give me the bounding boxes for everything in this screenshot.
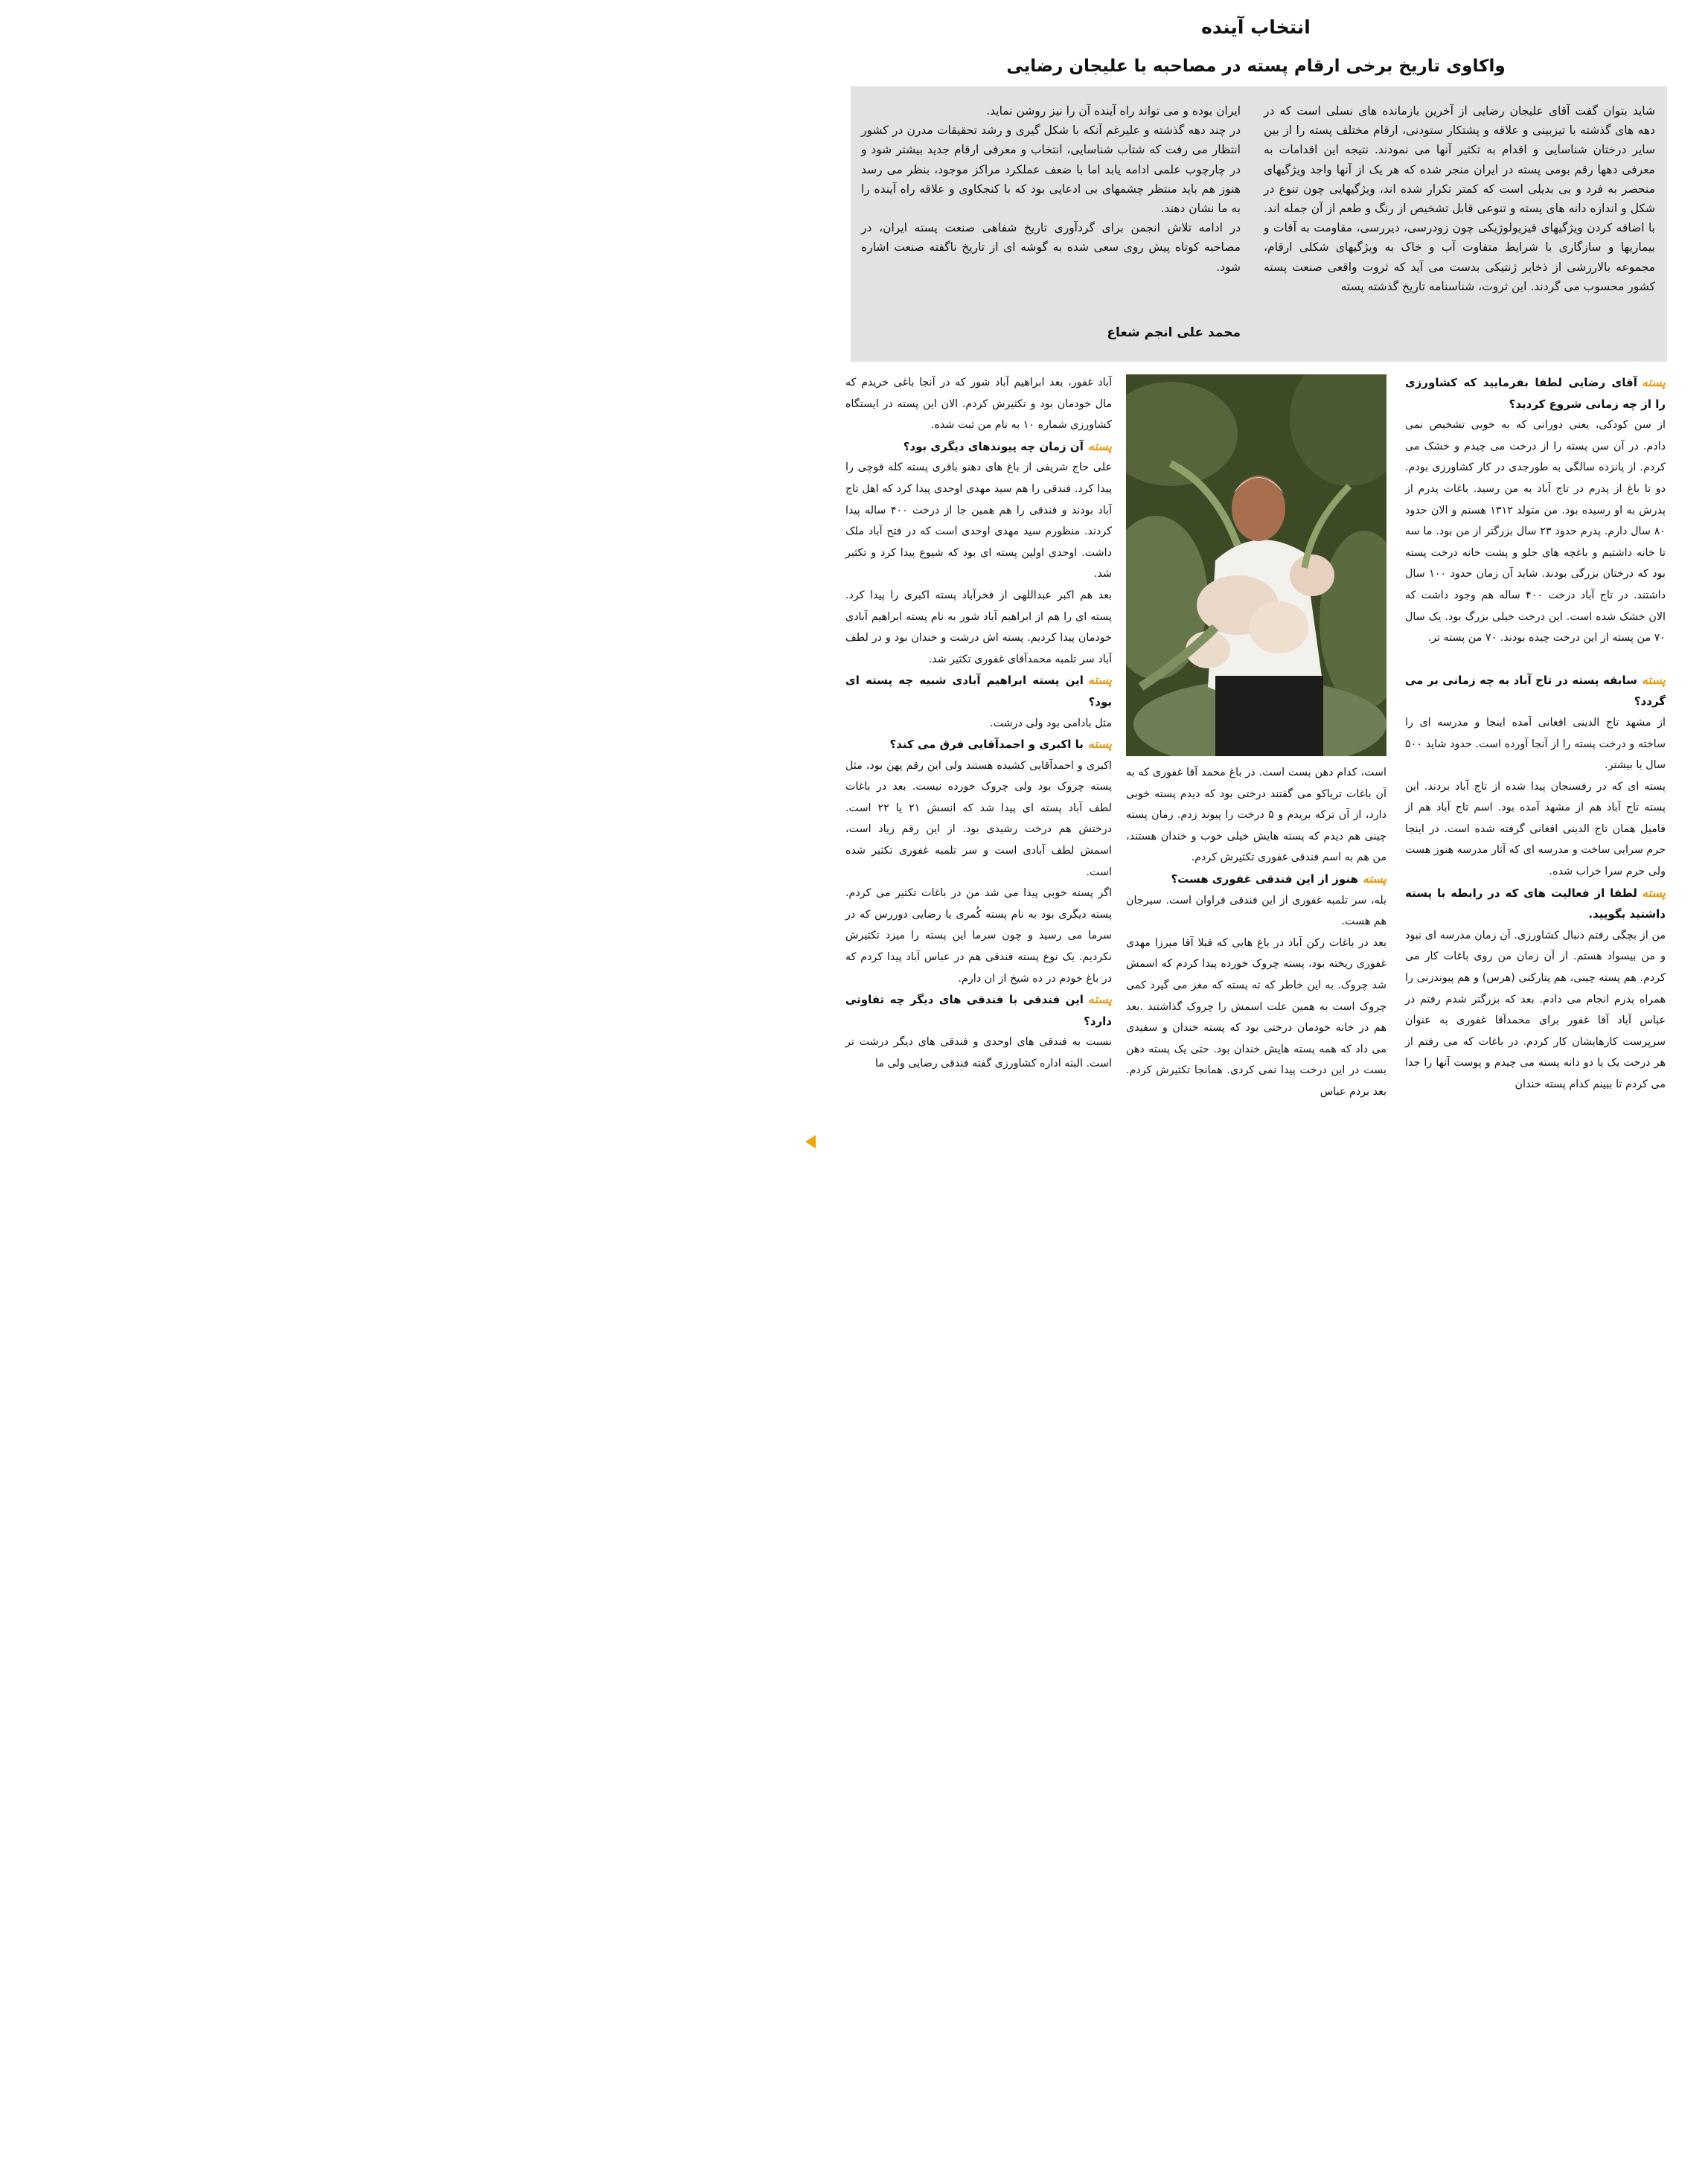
intro-paragraph: در ادامه تلاش انجمن برای گردآوری تاریخ شفاهی صنعت پسته ایران، در مصاحبه کوتاه پیش روی سعی شده به گوشه ای از تاریخ ناگفته صنعت اشاره شود. [861,221,1241,274]
intro-left-column [861,101,1241,277]
page-subtitle: واکاوی تاریخ برخی ارقام پسته در مصاحبه با علیجان رضایی [1006,57,1506,76]
question-heading [845,436,1112,458]
answer-paragraph: من از بچگی رفتم دنبال کشاورزی. آن زمان مدرسه ای نبود و من بیسواد هستم. از آن زمان من روی باغات کار می کردم. هم پسته چینی، هم پتارکنی (هرس) و هم پیوندزنی را همراه پدرم انجام می دادم. بعد که بزرگتر شدم رفتم در عباس آباد آقا غفور برای محمدآقا غفوری به عنوان سرپرست کارهایشان کار کردم. در باغات که می رفتم از هر درخت یک یا دو دانه پسته می چیدم و پوست آنها را جدا می کردم تا ببینم کدام پسته خندان [1405,929,1666,1090]
answer-paragraph: بعد در باغات رکن آباد در باغ هایی که قبلا آقا میرزا مهدی غفوری ریخته بود، پسته چروک خورده پیدا کردم که اسمش شد چروک. به این خاطر که ته پسته که مغز می گیرد کمی چروک است به همین علت اسمش را چروک گذاشتند .بعد هم در خانه خودمان درختی بود که پسته خندان و سفیدی می داد که همه پسته هایش خندان بود. حتی یک پسته دهن بست در این درخت پیدا نمی کردی. همانجا تکثیرش کردم. بعد بردم عباس [1126,936,1386,1098]
question-heading [845,734,1112,755]
answer-paragraph: از سن کودکی، یعنی دورانی که به خوبی تشخیص نمی دادم. در آن سن پسته را از درخت می چیدم و خشک می کردم. از پانزده سالگی به طورجدی در کار کشاورزی بودم. دو تا باغ از پدرم در تاج آباد به من رسید. باغات پدرم از پدرش به او رسیده بود. من متولد ۱۳۱۲ هستم و الان حدود ۸۰ سال دارم. پدرم حدود ۲۳ سال بزرگتر از من بود. ما سه تا خانه داشتیم و باغچه های جلو و پشت خانه درخت پسته بود که درختان بزرگی بودند. شاید آن زمان حدود ۱۰۰ سال داشتند. در تاج آباد درخت ۴۰۰ ساله هم وجود داشت که الان خشک شده است. این درخت خیلی بزرگ بود. یک سال ۷۰ من پسته از این درخت چیده بودند. ۷۰ من پسته تر. [1405,419,1666,645]
question-text: با اکبری و احمدآقایی فرق می کند؟ [889,738,1084,752]
pesteh-logo: پسته [1087,737,1112,752]
pesteh-logo: پسته [1362,871,1386,886]
pesteh-logo: پسته [1641,885,1666,900]
intro-paragraph: در چند دهه گذشته و علیرغم آنکه با شکل گیری و رشد تحقیقات مدرن در کشور انتظار می رفت که شتاب شناسایی، انتخاب و معرفی ارقام جدید بیشتر شود و در چارچوب علمی ادامه یابد اما با ضعف عملکرد مراکز موجود، بنظر می رسد هنوز هم باید منتظر چشمهای بی ادعایی بود که با کنجکاوی و علاقه راه آینده را به ما نشان دهند. [861,124,1241,216]
article-column-right [1405,372,1666,1096]
page-arrow-icon[interactable] [805,1135,816,1148]
answer-paragraph: بله، سر تلمبه غفوری از این فندقی فراوان است. سیرجان هم هست. [1126,894,1386,928]
intro-paragraph: شاید بتوان گفت آقای علیجان رضایی از آخرین بازمانده های نسلی است که در دهه های گذشته با تیزبینی و علاقه و پشتکار ستودنی، ارقام مختلف پسته را از بین سایر درختان شناسایی و اقدام به تکثیر آنها می نمودند. نتیجه این اقدامات به معرفی دهها رقم بومی پسته در ایران منجر شده که هر یک از آنها واجد ویژگیهای منحصر به فرد و بی بدیلی است که کمتر تکرار شده اند، ویژگیهایی چون تنوع در شکل و اندازه دانه های پسته و تنوعی قابل تشخیص از رنگ و طعم از آن جمله اند. با اضافه کردن ویژگیهای فیزیولوژیکی چون زودرسی، دیررسی، مقاومت به آفات و بیماریها و سازگاری با شرایط متفاوت آب و خاک به ویژگیهای شکلی ارقام، مجموعه بالارزشی از ذخایر ژنتیکی بدست می آید که ثروت واقعی صنعت پسته کشور محسوب می گردند. این ثروت، شناسنامه تاریخ گذشته پسته [1264,104,1655,293]
article-column-left [845,372,1112,1075]
pesteh-logo: پسته [1641,672,1666,687]
intro-right-column [1264,101,1655,296]
interview-photo [1126,374,1386,756]
question-text: لطفا از فعالیت های که در رابطه با پسته داشتید بگویید. [1405,886,1666,921]
pesteh-logo: پسته [1087,673,1112,688]
answer-paragraph: علی حاج شریفی از باغ های دهنو باقری پسته کله قوچی را پیدا کرد. فندقی را هم سید مهدی اوحدی پیدا کرد که اهل تاج آباد بودند و فندقی را هم همین جا از درخت ۴۰۰ ساله پیدا کردند. منظورم سید مهدی اوحدی است که در فتح آباد ملک داشت. اوحدی اولین پسته ای بود که شیوع پیدا کرد و تکثیر شد. [845,461,1113,581]
answer-paragraph: اکبری و احمدآقایی کشیده هستند ولی این رقم پهن بود، مثل پسته چروک بود ولی چروک خورده نیست. بعد در باغات لطف آباد پسته ای پیدا شد که انسش ۲۱ یا ۲۲ است. درختش هم درخت رشیدی بود. از این رقم زیاد است، اسمش لطف آبادی است و سر تلمبه غفوری تکثیر شده است. [845,759,1112,878]
answer-paragraph: نسبت به فندقی های اوحدی و فندقی های دیگر درشت تر است. البته اداره کشاورزی گفته فندقی رضایی ولی ما [845,1036,1112,1070]
answer-paragraph: آباد غفور، بعد ابراهیم آباد شور که در آنجا باغی خریدم که مال خودمان بود و تکثیرش کردم. الان این پسته در ایستگاه کشاورزی شماره ۱۰ به نام من ثبت شده. [845,377,1112,432]
author-name: محمد علی انجم شعاع [1107,325,1241,340]
question-text: هنوز از این فندقی غفوری هست؟ [1171,872,1358,886]
question-heading [1405,670,1666,712]
photo-illustration [1126,374,1386,756]
page-title: انتخاب آینده [1201,16,1311,38]
question-heading [1405,883,1666,925]
question-heading [845,989,1112,1032]
question-text: سابقه پسته در تاج آباد به چه زمانی بر می گردد؟ [1405,673,1666,709]
answer-paragraph: است، کدام دهن بست است. در باغ محمد آقا غفوری که به آن باغات تریاکو می گفتند درختی بود که دیدم پسته خوبی دارد، از آن ترکه بریدم و ۵ درخت را پیوند زدم. زمان پسته چینی هم دیدم که پسته هایش خیلی خوب و خندان هستند، من هم به اسم فندقی غفوری تکثیرش کردم. [1126,767,1386,864]
question-text: آقای رضایی لطفا بفرمایید که کشاورزی را از چه زمانی شروع کردید؟ [1405,376,1666,411]
question-text: این پسته ابراهیم آبادی شبیه چه پسته ای بود؟ [845,674,1112,709]
answer-paragraph: پسته ای که در رفسنجان پیدا شده از تاج آباد بردند. این پسته تاج آباد هم از مشهد آمده بود. اسم تاج آباد هم از فامیل همان تاج الدینی افغانی گرفته شده است. در اینجا حرم سرایی ساخت و مدرسه ای که آثار مدرسه هنوز هست ولی حرم سرا خراب شده. [1405,780,1666,878]
answer-paragraph: مثل بادامی بود ولی درشت. [990,717,1112,729]
question-text: این فندقی با فندقی های دیگر چه تفاوتی دارد؟ [845,993,1112,1028]
answer-paragraph: اگر پسته خوبی پیدا می شد من در باغات تکثیر می کردم. پسته دیگری بود به نام پسته کُمری یا رضایی دوررس که در سرما می رسید و چون سرما این پسته را میزد تکثیرش نکردیم. یک نوع پسته فندقی هم در عباس آباد پیدا کردم که در باغ خودم در ده شیخ از ان دارم. [845,887,1112,985]
intro-paragraph: ایران بوده و می تواند راه آینده آن را نیز روشن نماید. [986,104,1241,118]
answer-paragraph: بعد هم اکبر عبداللهی از فخرآباد پسته اکبری را پیدا کرد. پسته ای را هم از ابراهیم آباد شور به نام پسته ابراهیم آبادی خودمان پیدا کردیم. پسته اش درشت و خندان بود و در لطف آباد سر تلمبه محمدآقای غفوری تکثیر شد. [845,589,1112,665]
question-heading [845,670,1112,712]
article-column-middle [1126,762,1386,1103]
question-heading [1405,372,1666,415]
question-text: آن زمان چه پیوندهای دیگری بود؟ [903,439,1084,453]
pesteh-logo: پسته [1087,438,1112,453]
pesteh-logo: پسته [1087,992,1112,1007]
intro-box [851,86,1667,362]
pesteh-logo: پسته [1641,375,1666,389]
answer-paragraph: از مشهد تاج الدینی افغانی آمده اینجا و مدرسه ای را ساخته و درخت پسته را از آنجا آورده است. حدود شاید ۵۰۰ سال یا بیشتر. [1405,716,1666,772]
question-heading [1126,869,1386,890]
